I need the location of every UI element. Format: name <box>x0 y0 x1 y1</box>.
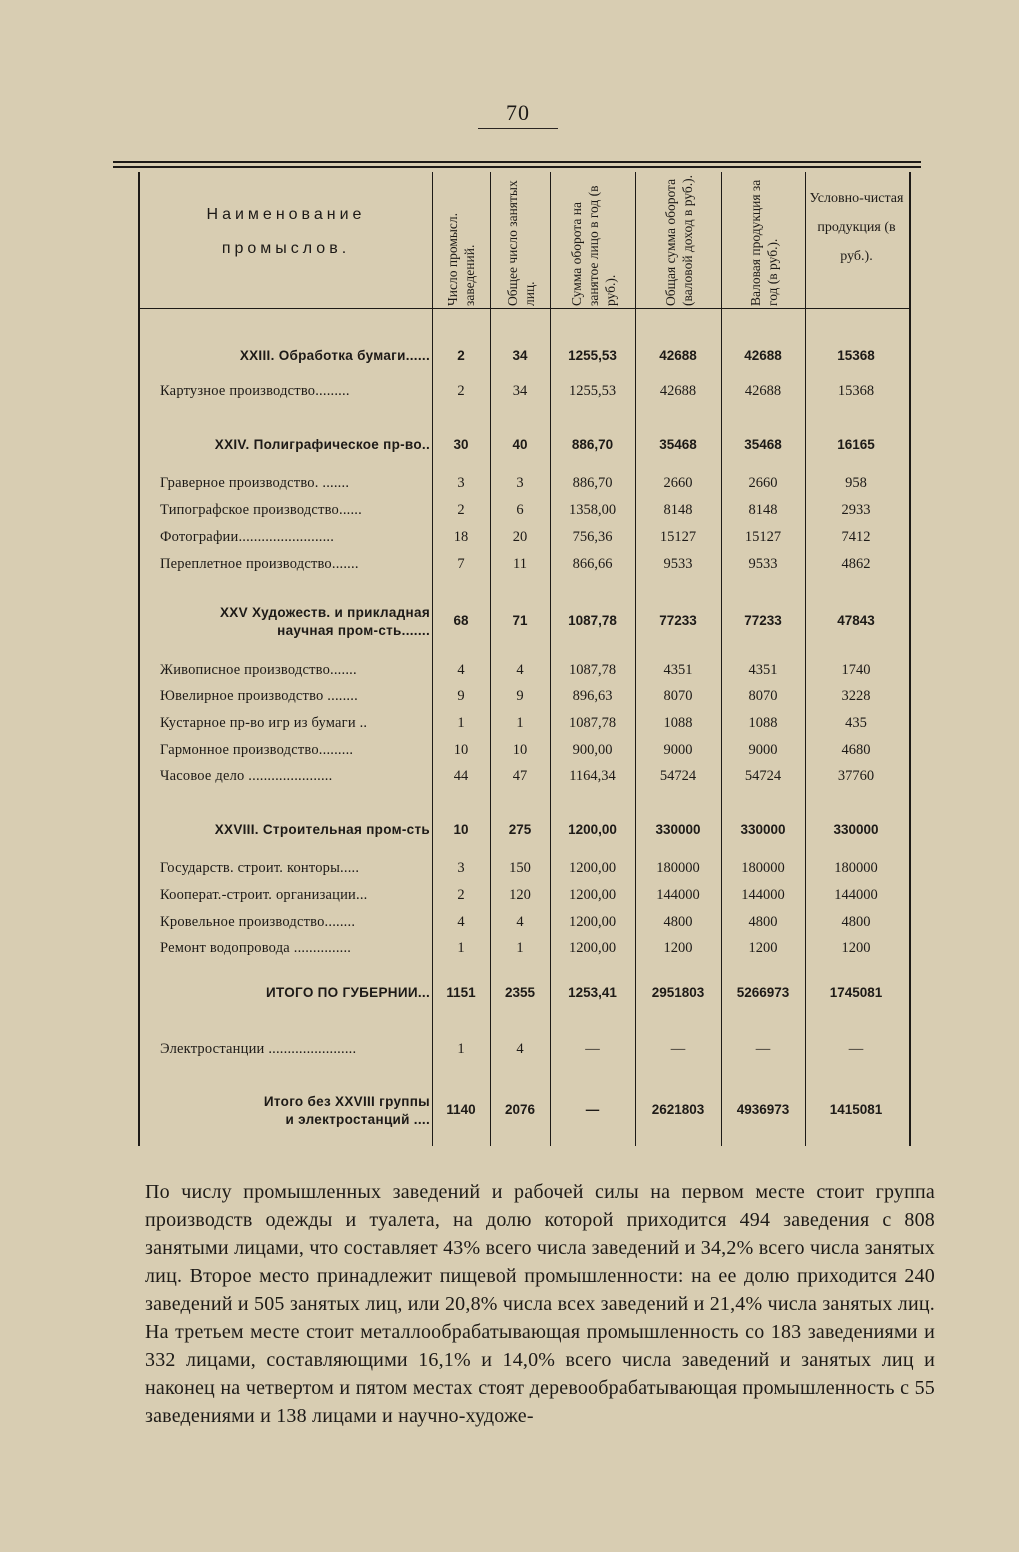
cell-c6: — <box>848 1041 864 1057</box>
cell-c3: 1253,41 <box>568 985 617 1000</box>
cell-c2: 120 <box>509 887 531 903</box>
cell-c2: 1 <box>516 940 524 956</box>
row-name: Государств. строит. конторы..... <box>160 860 360 876</box>
cell-c5: 42688 <box>744 383 782 399</box>
cell-c2: 34 <box>512 383 528 399</box>
cell-c6: 4862 <box>841 556 871 572</box>
cell-c6: 1200 <box>841 940 871 956</box>
cell-c4: 9533 <box>663 556 693 572</box>
header-text: Число промысл. заведений. <box>445 212 477 306</box>
cell-c1: 44 <box>453 768 469 784</box>
cell-c1: 30 <box>453 437 469 452</box>
row-name: Фотографии......................... <box>160 529 335 545</box>
table-top-rule <box>113 161 921 163</box>
cell-c5: 180000 <box>741 860 785 876</box>
cell-c4: 330000 <box>655 822 701 837</box>
cell-c3: 886,70 <box>571 437 614 452</box>
row-name <box>150 604 430 640</box>
cell-c1: 2 <box>457 887 465 903</box>
cell-c1: 2 <box>457 348 465 363</box>
cell-c1: 9 <box>457 688 465 704</box>
cell-c5: 77233 <box>744 613 782 628</box>
row-name: Гармонное производство......... <box>160 742 354 758</box>
cell-c2: 150 <box>509 860 531 876</box>
header-rule <box>140 308 909 309</box>
cell-c6: 4680 <box>841 742 871 758</box>
row-name-line: XXV Художеств. и прикладная <box>219 605 430 620</box>
cell-c6: 15368 <box>837 348 875 363</box>
cell-c6: 958 <box>845 475 867 491</box>
cell-c3: 1200,00 <box>568 940 617 956</box>
cell-c1: 2 <box>457 502 465 518</box>
row-name-line: и электростанций .... <box>285 1112 430 1127</box>
cell-c3: 1087,78 <box>568 662 617 678</box>
cell-c1: 1 <box>457 1041 465 1057</box>
cell-c1: 4 <box>457 914 465 930</box>
cell-c6: 2933 <box>841 502 871 518</box>
cell-c6: 3228 <box>841 688 871 704</box>
cell-c1: 10 <box>453 822 469 837</box>
cell-c5: 4351 <box>748 662 778 678</box>
cell-c2: 4 <box>516 662 524 678</box>
page-number: 70 <box>506 100 530 125</box>
cell-c3: 1200,00 <box>568 914 617 930</box>
row-name: Кооперат.-строит. организации... <box>160 887 368 903</box>
cell-c3: 1164,34 <box>569 768 616 784</box>
cell-c4: 77233 <box>659 613 697 628</box>
cell-c2: 47 <box>512 768 528 784</box>
cell-c4: 1200 <box>663 940 693 956</box>
cell-c2: 11 <box>513 556 527 572</box>
cell-c1: 3 <box>457 475 465 491</box>
cell-c4: — <box>670 1041 686 1057</box>
cell-c1: 7 <box>457 556 465 572</box>
cell-c2: 2355 <box>504 985 536 1000</box>
cell-c6: 1415081 <box>829 1102 883 1117</box>
cell-c5: 9533 <box>748 556 778 572</box>
cell-c3: 1255,53 <box>568 383 617 399</box>
cell-c4: 35468 <box>659 437 697 452</box>
cell-c3: 1200,00 <box>568 860 617 876</box>
cell-c5: 54724 <box>744 768 782 784</box>
cell-c4: 2621803 <box>651 1102 705 1117</box>
cell-c3: 1087,78 <box>568 715 617 731</box>
cell-c3: 1358,00 <box>568 502 617 518</box>
row-name: Картузное производство......... <box>160 383 350 399</box>
row-name: Ремонт водопровода ............... <box>160 940 352 956</box>
cell-c4: 2660 <box>663 475 693 491</box>
header-text: Общее число занятых лиц. <box>504 180 537 306</box>
cell-c2: 71 <box>512 613 528 628</box>
cell-c5: 4936973 <box>736 1102 790 1117</box>
row-name: Кровельное производство........ <box>160 914 356 930</box>
cell-c1: 3 <box>457 860 465 876</box>
cell-c5: — <box>755 1041 771 1057</box>
row-name: Граверное производство. ....... <box>160 475 350 491</box>
cell-c4: 15127 <box>659 529 697 545</box>
cell-c2: 4 <box>516 1041 524 1057</box>
header-name: Наименование промыслов. <box>206 206 366 257</box>
row-name: ИТОГО ПО ГУБЕРНИИ... <box>266 985 430 1000</box>
header-text: Общая сумма оборота (валовой доход в руб.). <box>662 174 695 306</box>
cell-c5: 1200 <box>748 940 778 956</box>
cell-c4: 2951803 <box>651 985 705 1000</box>
row-name: Ювелирное производство ........ <box>160 688 358 704</box>
row-name: Типографское производство...... <box>160 502 362 518</box>
cell-c6: 1745081 <box>829 985 883 1000</box>
cell-c6: 144000 <box>834 887 878 903</box>
cell-c5: 9000 <box>748 742 778 758</box>
cell-c1: 4 <box>457 662 465 678</box>
cell-c1: 1140 <box>446 1102 476 1117</box>
cell-c2: 2076 <box>504 1102 536 1117</box>
cell-c4: 4800 <box>663 914 693 930</box>
body-paragraph: По числу промышленных заведений и рабочей силы на первом месте стоит группа производств одежды и туалета, на долю которой приходится 494 заведения с 808 занятыми лицами, что составляет 43% всего числа заведений и 34,2% всего числа занятых лиц. Второе место принадлежит пищевой промышленности: на ее долю приходится 240 заведений и 505 занятых лиц, или 20,8% числа всех заведений и 21,4% числа занятых лиц. На третьем месте стоит металлообрабатывающая промышленность со 183 заведениями и 332 лицами, составляющими 16,1% и 14,0% всего числа заведений и занятых лиц и наконец на четвертом и пятом местах стоят деревообрабатывающая промышленность с 55 заведениями и 138 лицами и научно-художе- <box>145 1181 935 1427</box>
header-num-establishments <box>432 174 490 306</box>
cell-c4: 8070 <box>663 688 693 704</box>
header-num-persons <box>491 174 550 306</box>
row-name: Электростанции ....................... <box>160 1041 357 1057</box>
cell-c4: 180000 <box>656 860 700 876</box>
cell-c6: 435 <box>845 715 867 731</box>
cell-c3: 1200,00 <box>568 887 617 903</box>
cell-c6: 4800 <box>841 914 871 930</box>
cell-c5: 2660 <box>748 475 778 491</box>
table-top-rule <box>113 166 921 168</box>
cell-c5: 8148 <box>748 502 778 518</box>
cell-c6: 1740 <box>841 662 871 678</box>
cell-c5: 35468 <box>744 437 782 452</box>
cell-c6: 37760 <box>837 768 875 784</box>
row-name-line: научная пром-сть....... <box>277 623 430 638</box>
cell-c5: 4800 <box>748 914 778 930</box>
cell-c3: 1200,00 <box>568 822 617 837</box>
page-number-rule <box>478 128 558 129</box>
cell-c2: 275 <box>508 822 532 837</box>
cell-c1: 18 <box>453 529 469 545</box>
row-name: Кустарное пр-во игр из бумаги .. <box>160 715 368 731</box>
row-name: Переплетное производство....... <box>160 556 359 572</box>
cell-c3: 1255,53 <box>568 348 617 363</box>
cell-c1: 10 <box>453 742 469 758</box>
cell-c4: 144000 <box>656 887 700 903</box>
cell-c5: 8070 <box>748 688 778 704</box>
cell-c5: 42688 <box>744 348 782 363</box>
header-net-production: Условно-чистая продукция (в руб.). <box>809 191 904 264</box>
cell-c2: 20 <box>512 529 528 545</box>
cell-c1: 68 <box>453 613 469 628</box>
cell-c6: 47843 <box>837 613 875 628</box>
cell-c1: 1 <box>457 715 465 731</box>
cell-c3: 1087,78 <box>568 613 617 628</box>
row-name <box>150 1093 430 1129</box>
cell-c2: 9 <box>516 688 524 704</box>
row-name: Живописное производство....... <box>160 662 357 678</box>
header-gross-production <box>722 174 805 306</box>
cell-c1: 1 <box>457 940 465 956</box>
row-name: XXVIII. Строительная пром-сть <box>214 822 430 837</box>
header-text: Валовая продукция за год (в руб.). <box>747 179 780 306</box>
cell-c6: 15368 <box>837 383 875 399</box>
cell-c4: 9000 <box>663 742 693 758</box>
cell-c2: 40 <box>512 437 528 452</box>
cell-c2: 4 <box>516 914 524 930</box>
cell-c2: 10 <box>512 742 528 758</box>
cell-c3: 866,66 <box>572 556 613 572</box>
cell-c3: 756,36 <box>572 529 613 545</box>
header-text: Сумма оборота на занятое лицо в год (в руб.). <box>568 185 618 306</box>
cell-c1: 2 <box>457 383 465 399</box>
cell-c3: — <box>585 1102 600 1117</box>
cell-c3: 886,70 <box>572 475 613 491</box>
cell-c4: 1088 <box>663 715 693 731</box>
cell-c4: 42688 <box>659 348 697 363</box>
cell-c6: 180000 <box>834 860 878 876</box>
cell-c2: 6 <box>516 502 524 518</box>
header-total-turnover <box>636 174 721 306</box>
cell-c1: 1151 <box>446 985 476 1000</box>
cell-c2: 1 <box>516 715 524 731</box>
cell-c5: 330000 <box>740 822 786 837</box>
cell-c4: 42688 <box>659 383 697 399</box>
cell-c5: 1088 <box>748 715 778 731</box>
cell-c5: 15127 <box>744 529 782 545</box>
row-name: XXIII. Обработка бумаги...... <box>239 348 430 363</box>
row-name: Часовое дело ...................... <box>160 768 333 784</box>
row-name-line: Итого без XXVIII группы <box>263 1094 430 1109</box>
cell-c5: 5266973 <box>736 985 790 1000</box>
cell-c6: 330000 <box>833 822 879 837</box>
header-turnover-per-person <box>551 174 635 306</box>
cell-c3: — <box>585 1041 600 1057</box>
cell-c5: 144000 <box>741 887 785 903</box>
cell-c4: 4351 <box>663 662 693 678</box>
cell-c3: 896,63 <box>572 688 613 704</box>
statistics-table <box>138 172 911 1146</box>
row-name: XXIV. Полиграфическое пр-во.. <box>214 437 430 452</box>
cell-c6: 16165 <box>837 437 875 452</box>
cell-c3: 900,00 <box>572 742 613 758</box>
cell-c2: 34 <box>512 348 528 363</box>
cell-c4: 54724 <box>659 768 697 784</box>
cell-c2: 3 <box>516 475 524 491</box>
cell-c4: 8148 <box>663 502 693 518</box>
cell-c6: 7412 <box>841 529 871 545</box>
